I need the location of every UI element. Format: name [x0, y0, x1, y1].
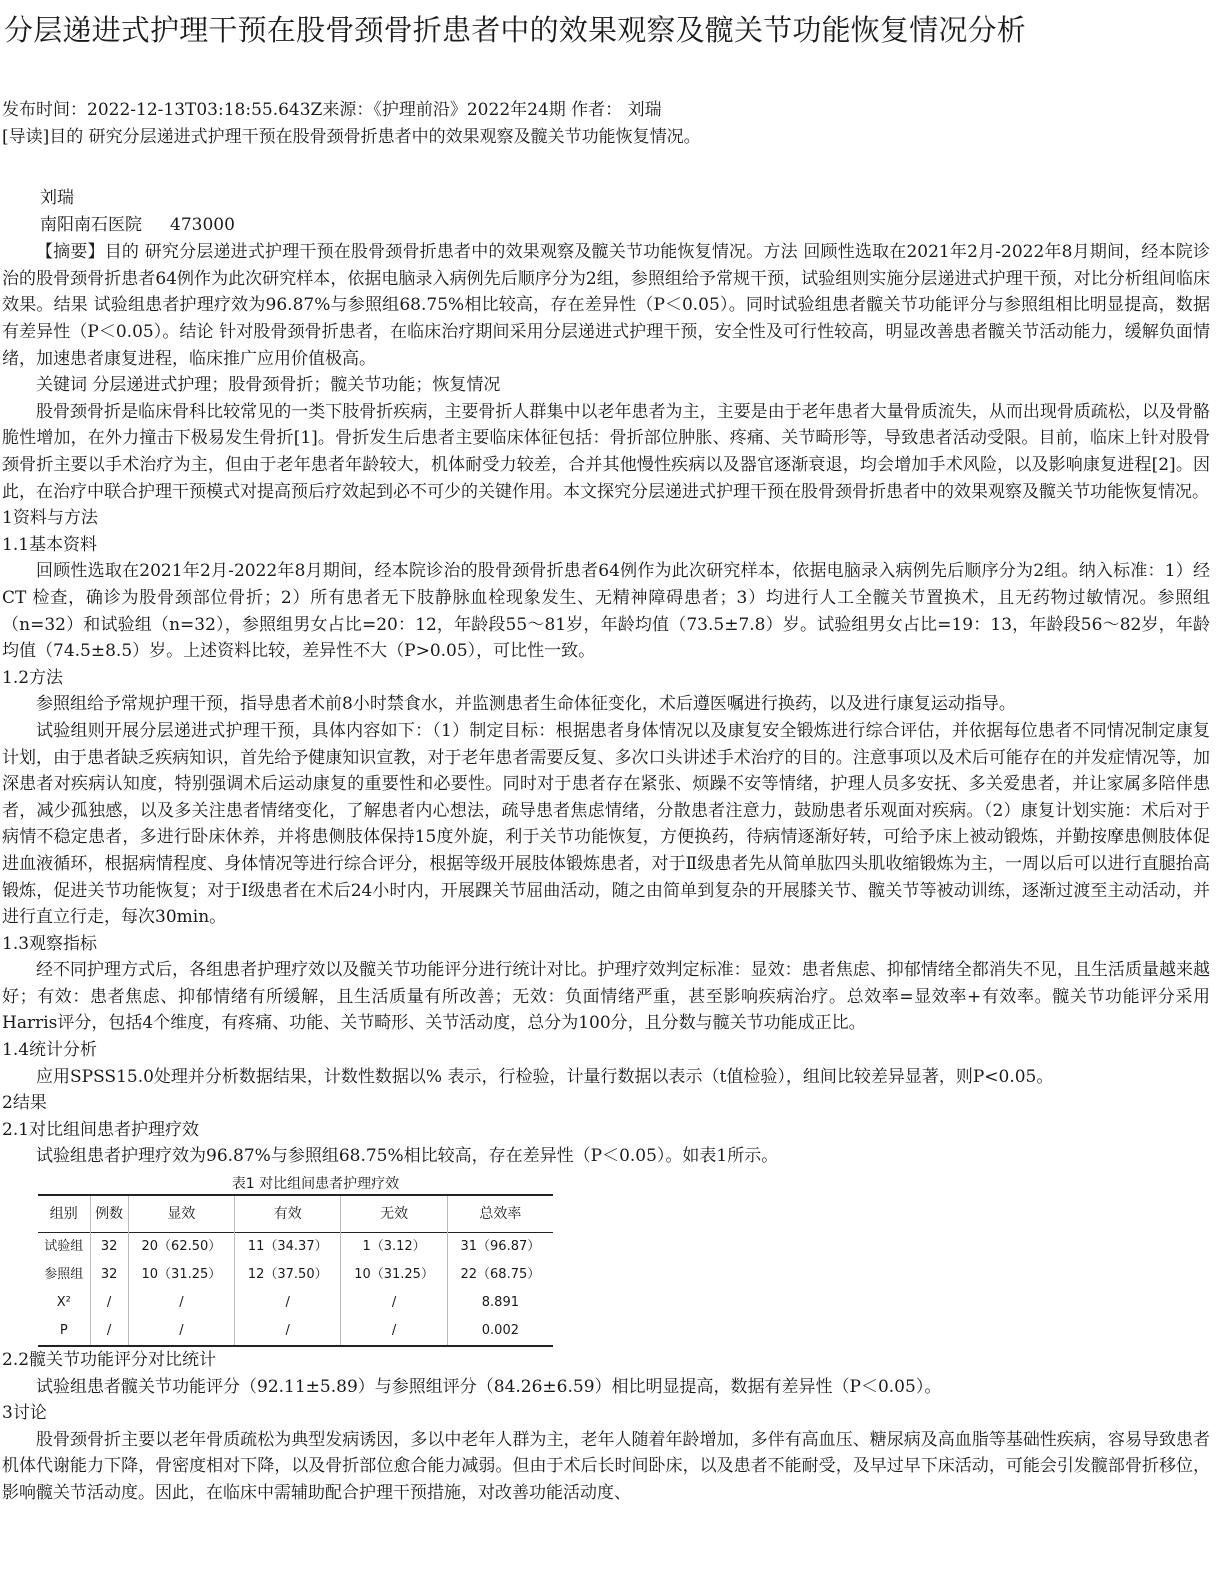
- table-cell: 32: [90, 1261, 128, 1289]
- table-cell: /: [90, 1289, 128, 1317]
- table-cell: 试验组: [44, 1239, 84, 1255]
- author-affiliation: [40, 212, 1210, 239]
- table-1: [38, 1174, 553, 1347]
- table-header-cell: 例数: [90, 1195, 128, 1233]
- author-block: [2, 185, 1210, 239]
- table-cell: P: [59, 1323, 68, 1339]
- table-cell: /: [90, 1317, 128, 1346]
- table-cell: 11（34.37）: [235, 1233, 341, 1262]
- table-cell: /: [341, 1317, 447, 1346]
- table-header-cell: 无效: [341, 1195, 447, 1233]
- table-caption: 表1 对比组间患者护理疗效: [231, 1176, 400, 1193]
- section-heading: 2结果: [2, 1093, 47, 1114]
- abstract: 【摘要】目的 研究分层递进式护理干预在股骨颈骨折患者中的效果观察及髋关节功能恢复情况。方法 回顾性选取在2021年2月-2022年8月期间，经本院诊治的股骨颈骨折患者64例作为此次研究样本，依据电脑录入病例先后顺序分为2组，参照组给予常规干预，试验组则实施分层递进式护理干预，对比分析组间临床效果。结果 试验组患者护理疗效为96.87%与参照组68.75%相比较高，存在差异性（P＜0.05）。同时试验组患者髋关节功能评分与参照组相比明显提高，数据有差异性（P＜0.05）。结论 针对股骨颈骨折患者，在临床治疗期间采用分层递进式护理干预，安全性及可行性较高，明显改善患者髋关节活动能力，缓解负面情绪，加速患者康复进程，临床推广应用价值极高。: [2, 242, 1210, 369]
- subsection-heading: 2.2髋关节功能评分对比统计: [2, 1350, 217, 1371]
- subsection-heading: 1.3观察指标: [2, 933, 98, 954]
- paragraph: 试验组患者护理疗效为96.87%与参照组68.75%相比较高，存在差异性（P＜0.05）。如表1所示。: [36, 1146, 779, 1167]
- table-cell: 1（3.12）: [341, 1233, 447, 1262]
- table-row: [38, 1289, 553, 1317]
- table-cell: /: [128, 1317, 234, 1346]
- table-cell: 31（96.87）: [447, 1233, 553, 1262]
- publish-meta: 发布时间：2022-12-13T03:18:55.643Z来源：《护理前沿》2022年24期 作者： 刘瑞: [2, 100, 662, 121]
- section-heading: 3讨论: [2, 1403, 47, 1424]
- table-cell: 参照组: [44, 1267, 84, 1283]
- table-cell: /: [341, 1289, 447, 1317]
- table-cell: 8.891: [447, 1289, 553, 1317]
- subsection-heading: 1.4统计分析: [2, 1040, 98, 1061]
- keywords: 关键词 分层递进式护理；股骨颈骨折；髋关节功能；恢复情况: [36, 375, 501, 396]
- subsection-heading: 2.1对比组间患者护理疗效: [2, 1119, 200, 1140]
- lead-summary: [导读]目的 研究分层递进式护理干预在股骨颈骨折患者中的效果观察及髋关节功能恢复情况。: [2, 127, 701, 148]
- paragraph: 应用SPSS15.0处理并分析数据结果，计数性数据以% 表示，行检验，计量行数据以表示（t值检验），组间比较差异显著，则P<0.05。: [36, 1066, 1054, 1087]
- table-cell: 20（62.50）: [128, 1233, 234, 1262]
- author-name: 刘瑞: [40, 188, 74, 209]
- table-cell: /: [235, 1289, 341, 1317]
- paragraph: 参照组给予常规护理干预，指导患者术前8小时禁食水，并监测患者生命体征变化，术后遵医嘱进行换药，以及进行康复运动指导。: [36, 694, 1016, 715]
- table-cell: 22（68.75）: [447, 1261, 553, 1289]
- paragraph: 试验组患者髋关节功能评分（92.11±5.89）与参照组评分（84.26±6.59）相比明显提高，数据有差异性（P＜0.05）。: [36, 1376, 942, 1397]
- table-header-cell: 组别: [49, 1205, 78, 1222]
- table-row: [38, 1233, 553, 1262]
- table-header-cell: 显效: [128, 1195, 234, 1233]
- efficacy-table: [38, 1194, 553, 1347]
- section-heading: 1资料与方法: [2, 508, 98, 529]
- table-cell: 0.002: [447, 1317, 553, 1346]
- paragraph: 股骨颈骨折主要以老年骨质疏松为典型发病诱因，多以中老年人群为主，老年人随着年龄增加，多伴有高血压、糖尿病及高血脂等基础性疾病，容易导致患者机体代谢能力下降，骨密度相对下降，以及骨折部位愈合能力减弱。但由于术后长时间卧床，以及患者不能耐受，及早过早下床活动，可能会引发髋部骨折移位，影响髋关节活动度。因此，在临床中需辅助配合护理干预措施，对改善功能活动度、: [2, 1429, 1210, 1503]
- subsection-heading: 1.1基本资料: [2, 534, 98, 555]
- table-header-row: [38, 1195, 553, 1233]
- table-header-cell: 有效: [235, 1195, 341, 1233]
- table-cell: 10（31.25）: [341, 1261, 447, 1289]
- affiliation-name: 南阳南石医院: [40, 215, 142, 236]
- paragraph: 回顾性选取在2021年2月-2022年8月期间，经本院诊治的股骨颈骨折患者64例作为此次研究样本，依据电脑录入病例先后顺序分为2组。纳入标准：1）经CT 检查，确诊为股骨颈部位骨折；2）所有患者无下肢静脉血栓现象发生、无精神障碍患者；3）均进行人工全髋关节置换术，且无药物过敏情况。参照组（n=32）和试验组（n=32），参照组男女占比=20：12，年龄段55～81岁，年龄均值（73.5±7.8）岁。试验组男女占比=19：13，年龄段56～82岁，年龄均值（74.5±8.5）岁。上述资料比较，差异性不大（P>0.05），可比性一致。: [2, 561, 1210, 662]
- table-header-cell: 总效率: [447, 1195, 553, 1233]
- table-cell: 32: [90, 1233, 128, 1262]
- intro-paragraph: 股骨颈骨折是临床骨科比较常见的一类下肢骨折疾病，主要骨折人群集中以老年患者为主，主要是由于老年患者大量骨质流失，从而出现骨质疏松，以及骨骼脆性增加，在外力撞击下极易发生骨折[1]。骨折发生后患者主要临床体征包括：骨折部位肿胀、疼痛、关节畸形等，导致患者活动受限。目前，临床上针对股骨颈骨折主要以手术治疗为主，但由于老年患者年龄较大，机体耐受力较差，合并其他慢性疾病以及器官逐渐衰退，均会增加手术风险，以及影响康复进程[2]。因此，在治疗中联合护理干预模式对提高预后疗效起到必不可少的关键作用。本文探究分层递进式护理干预在股骨颈骨折患者中的效果观察及髋关节功能恢复情况。: [2, 401, 1210, 502]
- table-row: [38, 1261, 553, 1289]
- table-cell: 10（31.25）: [128, 1261, 234, 1289]
- table-row: [38, 1317, 553, 1346]
- postcode: 473000: [170, 215, 235, 236]
- table-cell: 12（37.50）: [235, 1261, 341, 1289]
- table-cell: /: [235, 1317, 341, 1346]
- article-title: 分层递进式护理干预在股骨颈骨折患者中的效果观察及髋关节功能恢复情况分析: [4, 13, 1027, 47]
- table-cell: /: [128, 1289, 234, 1317]
- table-cell: X²: [56, 1295, 71, 1311]
- paragraph: 经不同护理方式后，各组患者护理疗效以及髋关节功能评分进行统计对比。护理疗效判定标准：显效：患者焦虑、抑郁情绪全都消失不见，且生活质量越来越好；有效：患者焦虑、抑郁情绪有所缓解，且生活质量有所改善；无效：负面情绪严重，甚至影响疾病治疗。总效率=显效率+有效率。髋关节功能评分采用Harris评分，包括4个维度，有疼痛、功能、关节畸形、关节活动度，总分为100分，且分数与髋关节功能成正比。: [2, 960, 1210, 1034]
- paragraph: 试验组则开展分层递进式护理干预，具体内容如下：（1）制定目标：根据患者身体情况以及康复安全锻炼进行综合评估，并依据每位患者不同情况制定康复计划，由于患者缺乏疾病知识，首先给予健康知识宣教，对于老年患者需要反复、多次口头讲述手术治疗的目的。注意事项以及术后可能存在的并发症情况等，加深患者对疾病认知度，特别强调术后运动康复的重要性和必要性。同时对于患者存在紧张、烦躁不安等情绪，护理人员多安抚、多关爱患者，并让家属多陪伴患者，减少孤独感，以及多关注患者情绪变化，了解患者内心想法，疏导患者焦虑情绪，分散患者注意力，鼓励患者乐观面对疾病。（2）康复计划实施：术后对于病情不稳定患者，多进行卧床休养，并将患侧肢体保持15度外旋，利于关节功能恢复，方便换药，待病情逐渐好转，可给予床上被动锻炼，并勤按摩患侧肢体促进血液循环，根据病情程度、身体情况等进行综合评分，根据等级开展肢体锻炼患者，对于Ⅱ级患者先从简单肱四头肌收缩锻炼为主，一周以后可以进行直腿抬高锻炼，促进关节功能恢复；对于Ⅰ级患者在术后24小时内，开展踝关节屈曲活动，随之由简单到复杂的开展膝关节、髋关节等被动训练，逐渐过渡至主动活动，并进行直立行走，每次30min。: [2, 720, 1210, 928]
- subsection-heading: 1.2方法: [2, 667, 64, 688]
